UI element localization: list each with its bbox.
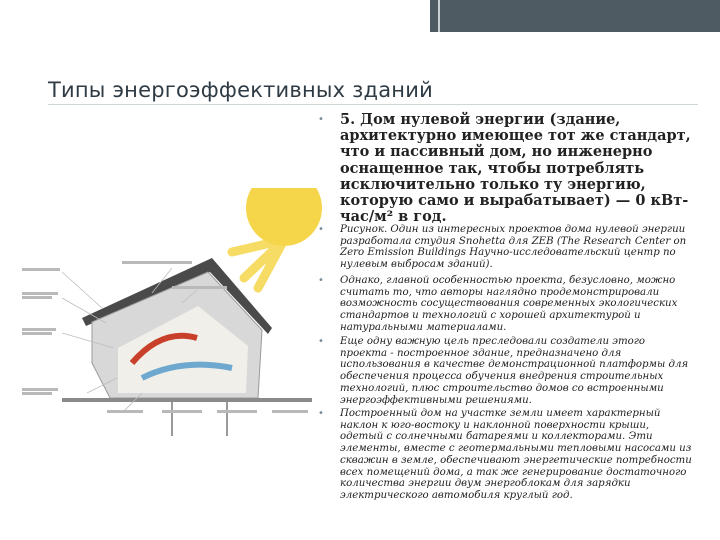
top-bar — [0, 0, 720, 32]
sun-icon — [246, 188, 322, 246]
bullet-main — [318, 111, 698, 226]
sub-bullet-1-text: Рисунок. Один из интересных проектов дома нулевой энергии разработала студия Snohetta для ZEB (The Research Center on Zero Emission Buildings Научно-исследовательский центр по нулевым выбросам зданий). — [340, 224, 687, 271]
zero-energy-house-illustration — [22, 188, 322, 438]
bullet-dot: • — [318, 408, 324, 419]
bullet-dot: • — [318, 336, 324, 347]
bullet-dot: • — [318, 114, 324, 125]
bullet-dot: • — [318, 224, 324, 235]
sub-bullet-3-text: Еще одну важную цель преследовали создатели этого проекта - построенное здание, предназначено для использования в качестве демонстрационной платформы для обеспечения процесса обучения внедрения строительных технологий, плюс строительство домов со встроенными энергоэффективными решениями. — [340, 336, 689, 406]
top-bar-accent — [430, 0, 720, 32]
top-bar-tick — [438, 0, 440, 32]
top-bar-light — [0, 0, 430, 32]
bullet-dot: • — [318, 275, 324, 286]
bullet-main-text: 5. Дом нулевой энергии (здание, архитектурно имеющее тот же стандарт, что и пассивный дом, но инженерно оснащенное так, чтобы потреблять исключительно только ту энергию, которую само и вырабатывает) — 0 кВт-час/м² в год. — [340, 111, 691, 226]
ground — [62, 398, 312, 402]
slide-title: Типы энергоэффективных зданий — [48, 78, 433, 102]
sun-rays — [232, 240, 284, 288]
sub-bullet-4-text: Построенный дом на участке земли имеет характерный наклон к юго-востоку и наклонной поверхности крыши, одетый с солнечными батареями и коллекторами. Эти элементы, вместе с геотермальными тепловыми насосами из скважин в земле, обеспечивают энергетические потребности всех помещений дома, а так же генерирование достаточного количества энергии двум энергоблокам для зарядки электрического автомобиля круглый год. — [340, 408, 692, 501]
sub-bullet-2-text: Однако, главной особенностью проекта, безусловно, можно считать то, что авторы наглядно продемонстрировали возможность сосуществования современных экологических стандартов и технологий с хорошей архитектурой и натуральными материалами. — [340, 275, 678, 333]
title-divider — [48, 104, 698, 105]
